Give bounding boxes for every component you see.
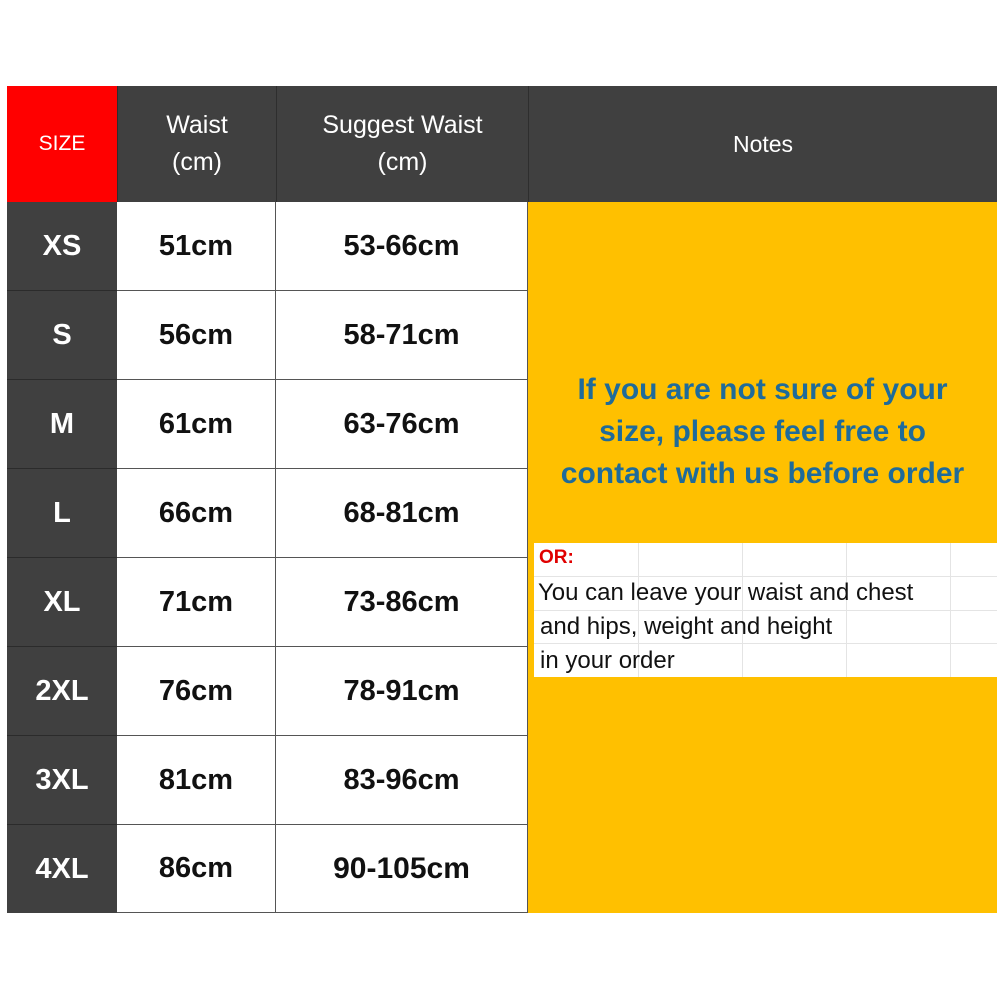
suggest-cell-s — [276, 291, 528, 380]
header-waist-line1: Waist — [166, 111, 228, 139]
header-suggest-line1: Suggest Waist — [322, 111, 483, 139]
waist-value: 61cm — [158, 407, 234, 440]
size-cell-4xl — [7, 825, 117, 913]
waist-cell-xl — [117, 558, 276, 647]
alt-note-line: in your order — [540, 647, 675, 674]
grid-line — [534, 610, 997, 611]
waist-cell-l — [117, 469, 276, 558]
notes-line: If you are not sure of your — [577, 373, 948, 406]
header-waist-line2: (cm) — [172, 148, 222, 176]
size-cell-l — [7, 469, 117, 558]
waist-value: 81cm — [158, 763, 234, 796]
suggest-value: 63-76cm — [343, 407, 460, 440]
waist-cell-4xl — [117, 825, 276, 913]
header-size-label: SIZE — [38, 132, 86, 155]
header-suggest-line2: (cm) — [377, 148, 428, 176]
suggest-cell-xl — [276, 558, 528, 647]
grid-line — [534, 643, 997, 644]
suggest-cell-3xl — [276, 736, 528, 825]
suggest-value: 83-96cm — [343, 763, 460, 796]
alt-note-line: and hips, weight and height — [540, 613, 833, 640]
size-label: 4XL — [35, 852, 89, 885]
size-chart — [7, 86, 997, 913]
waist-value: 51cm — [158, 229, 234, 262]
size-label: 3XL — [35, 763, 89, 796]
size-label: XL — [43, 585, 81, 618]
waist-value: 76cm — [158, 674, 234, 707]
header-notes — [528, 86, 997, 202]
waist-value: 86cm — [158, 852, 234, 884]
waist-cell-3xl — [117, 736, 276, 825]
waist-value: 56cm — [158, 318, 234, 351]
waist-value: 71cm — [158, 585, 234, 618]
notes-line: size, please feel free to — [599, 415, 926, 448]
size-cell-xl — [7, 558, 117, 647]
suggest-cell-2xl — [276, 647, 528, 736]
suggest-value: 73-86cm — [343, 585, 460, 618]
notes-main-text — [528, 369, 997, 495]
waist-cell-m — [117, 380, 276, 469]
size-cell-3xl — [7, 736, 117, 825]
or-label: OR: — [539, 547, 574, 568]
header-suggest-waist — [276, 86, 528, 202]
suggest-cell-m — [276, 380, 528, 469]
header-notes-label: Notes — [732, 130, 794, 157]
waist-cell-2xl — [117, 647, 276, 736]
alt-note-line: You can leave your waist and chest — [538, 579, 914, 606]
size-cell-xs — [7, 202, 117, 291]
size-cell-m — [7, 380, 117, 469]
suggest-cell-4xl — [276, 825, 528, 913]
size-cell-2xl — [7, 647, 117, 736]
suggest-value: 90-105cm — [333, 851, 470, 885]
size-label: S — [52, 318, 72, 351]
suggest-cell-xs — [276, 202, 528, 291]
suggest-value: 68-81cm — [343, 496, 460, 529]
suggest-value: 53-66cm — [343, 229, 460, 262]
size-label: XS — [42, 229, 82, 262]
size-label: 2XL — [35, 674, 89, 707]
notes-line: contact with us before order — [560, 457, 965, 490]
grid-line — [534, 576, 997, 577]
suggest-value: 58-71cm — [343, 318, 460, 351]
size-label: M — [49, 407, 75, 440]
size-label: L — [53, 496, 71, 529]
suggest-value: 78-91cm — [343, 674, 460, 707]
suggest-cell-l — [276, 469, 528, 558]
waist-value: 66cm — [158, 496, 234, 529]
waist-cell-s — [117, 291, 276, 380]
waist-cell-xs — [117, 202, 276, 291]
header-waist — [117, 86, 276, 202]
header-size — [7, 86, 117, 202]
size-cell-s — [7, 291, 117, 380]
alternative-note-box — [534, 543, 997, 677]
